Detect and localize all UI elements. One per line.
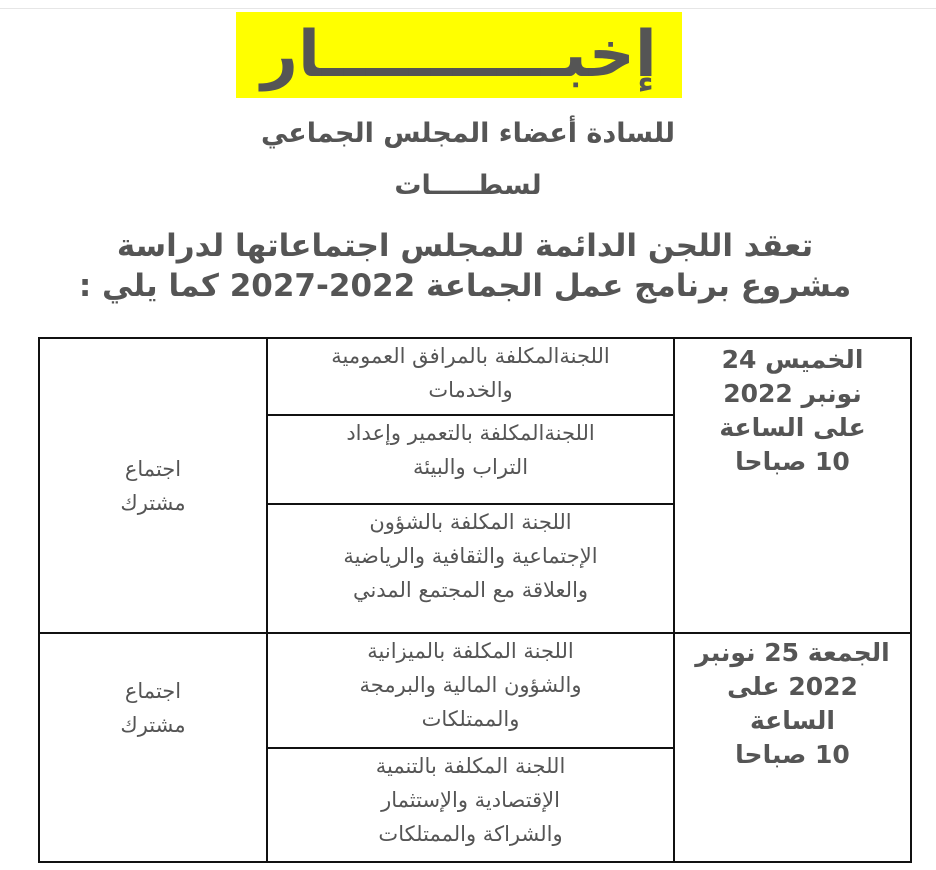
committee-text: اللجنةالمكلفة بالتعمير وإعداد التراب والبيئة xyxy=(346,421,595,479)
top-border-line xyxy=(0,8,936,9)
table-row-1-date xyxy=(675,343,910,631)
date-text: الجمعة 25 نونبر 2022 على الساعة 10 صباحا xyxy=(695,638,890,769)
table-row-1-committee-2 xyxy=(268,416,673,503)
schedule-table xyxy=(38,337,912,863)
table-row-1-meeting-type xyxy=(40,452,266,552)
announcement-banner xyxy=(236,12,682,98)
meeting-type-text: اجتماع مشترك xyxy=(120,457,186,515)
table-row-2-meeting-type xyxy=(40,674,266,774)
intro-paragraph xyxy=(20,226,910,306)
committee-text: اللجنة المكلفة بالميزانية والشؤون المالية والبرمجة والممتلكات xyxy=(359,639,582,731)
meeting-type-text: اجتماع مشترك xyxy=(120,679,186,737)
table-row-2-date xyxy=(675,636,910,861)
city-line: لسطـــــات xyxy=(394,170,542,201)
date-text: الخميس 24 نونبر 2022 على الساعة 10 صباحا xyxy=(719,345,866,476)
intro-line-2: مشروع برنامج عمل الجماعة 2022-2027 كما يلي : xyxy=(78,268,852,304)
committee-text: اللجنة المكلفة بالتنمية الإقتصادية والإستثمار والشراكة والممتلكات xyxy=(375,754,566,846)
committee-text: اللجنةالمكلفة بالمرافق العمومية والخدمات xyxy=(331,344,610,402)
table-row-1-committee-1 xyxy=(268,339,673,414)
table-row-1-committee-3 xyxy=(268,505,673,632)
committee-text: اللجنة المكلفة بالشؤون الإجتماعية والثقافية والرياضية والعلاقة مع المجتمع المدني xyxy=(343,510,598,602)
table-row-2-committee-1 xyxy=(268,634,673,747)
table-row-2-committee-2 xyxy=(268,749,673,861)
banner-title: إخبـــــــــــار xyxy=(261,18,657,92)
recipients-line: للسادة أعضاء المجلس الجماعي xyxy=(260,118,675,149)
intro-line-1: تعقد اللجن الدائمة للمجلس اجتماعاتها لدراسة xyxy=(116,228,814,264)
